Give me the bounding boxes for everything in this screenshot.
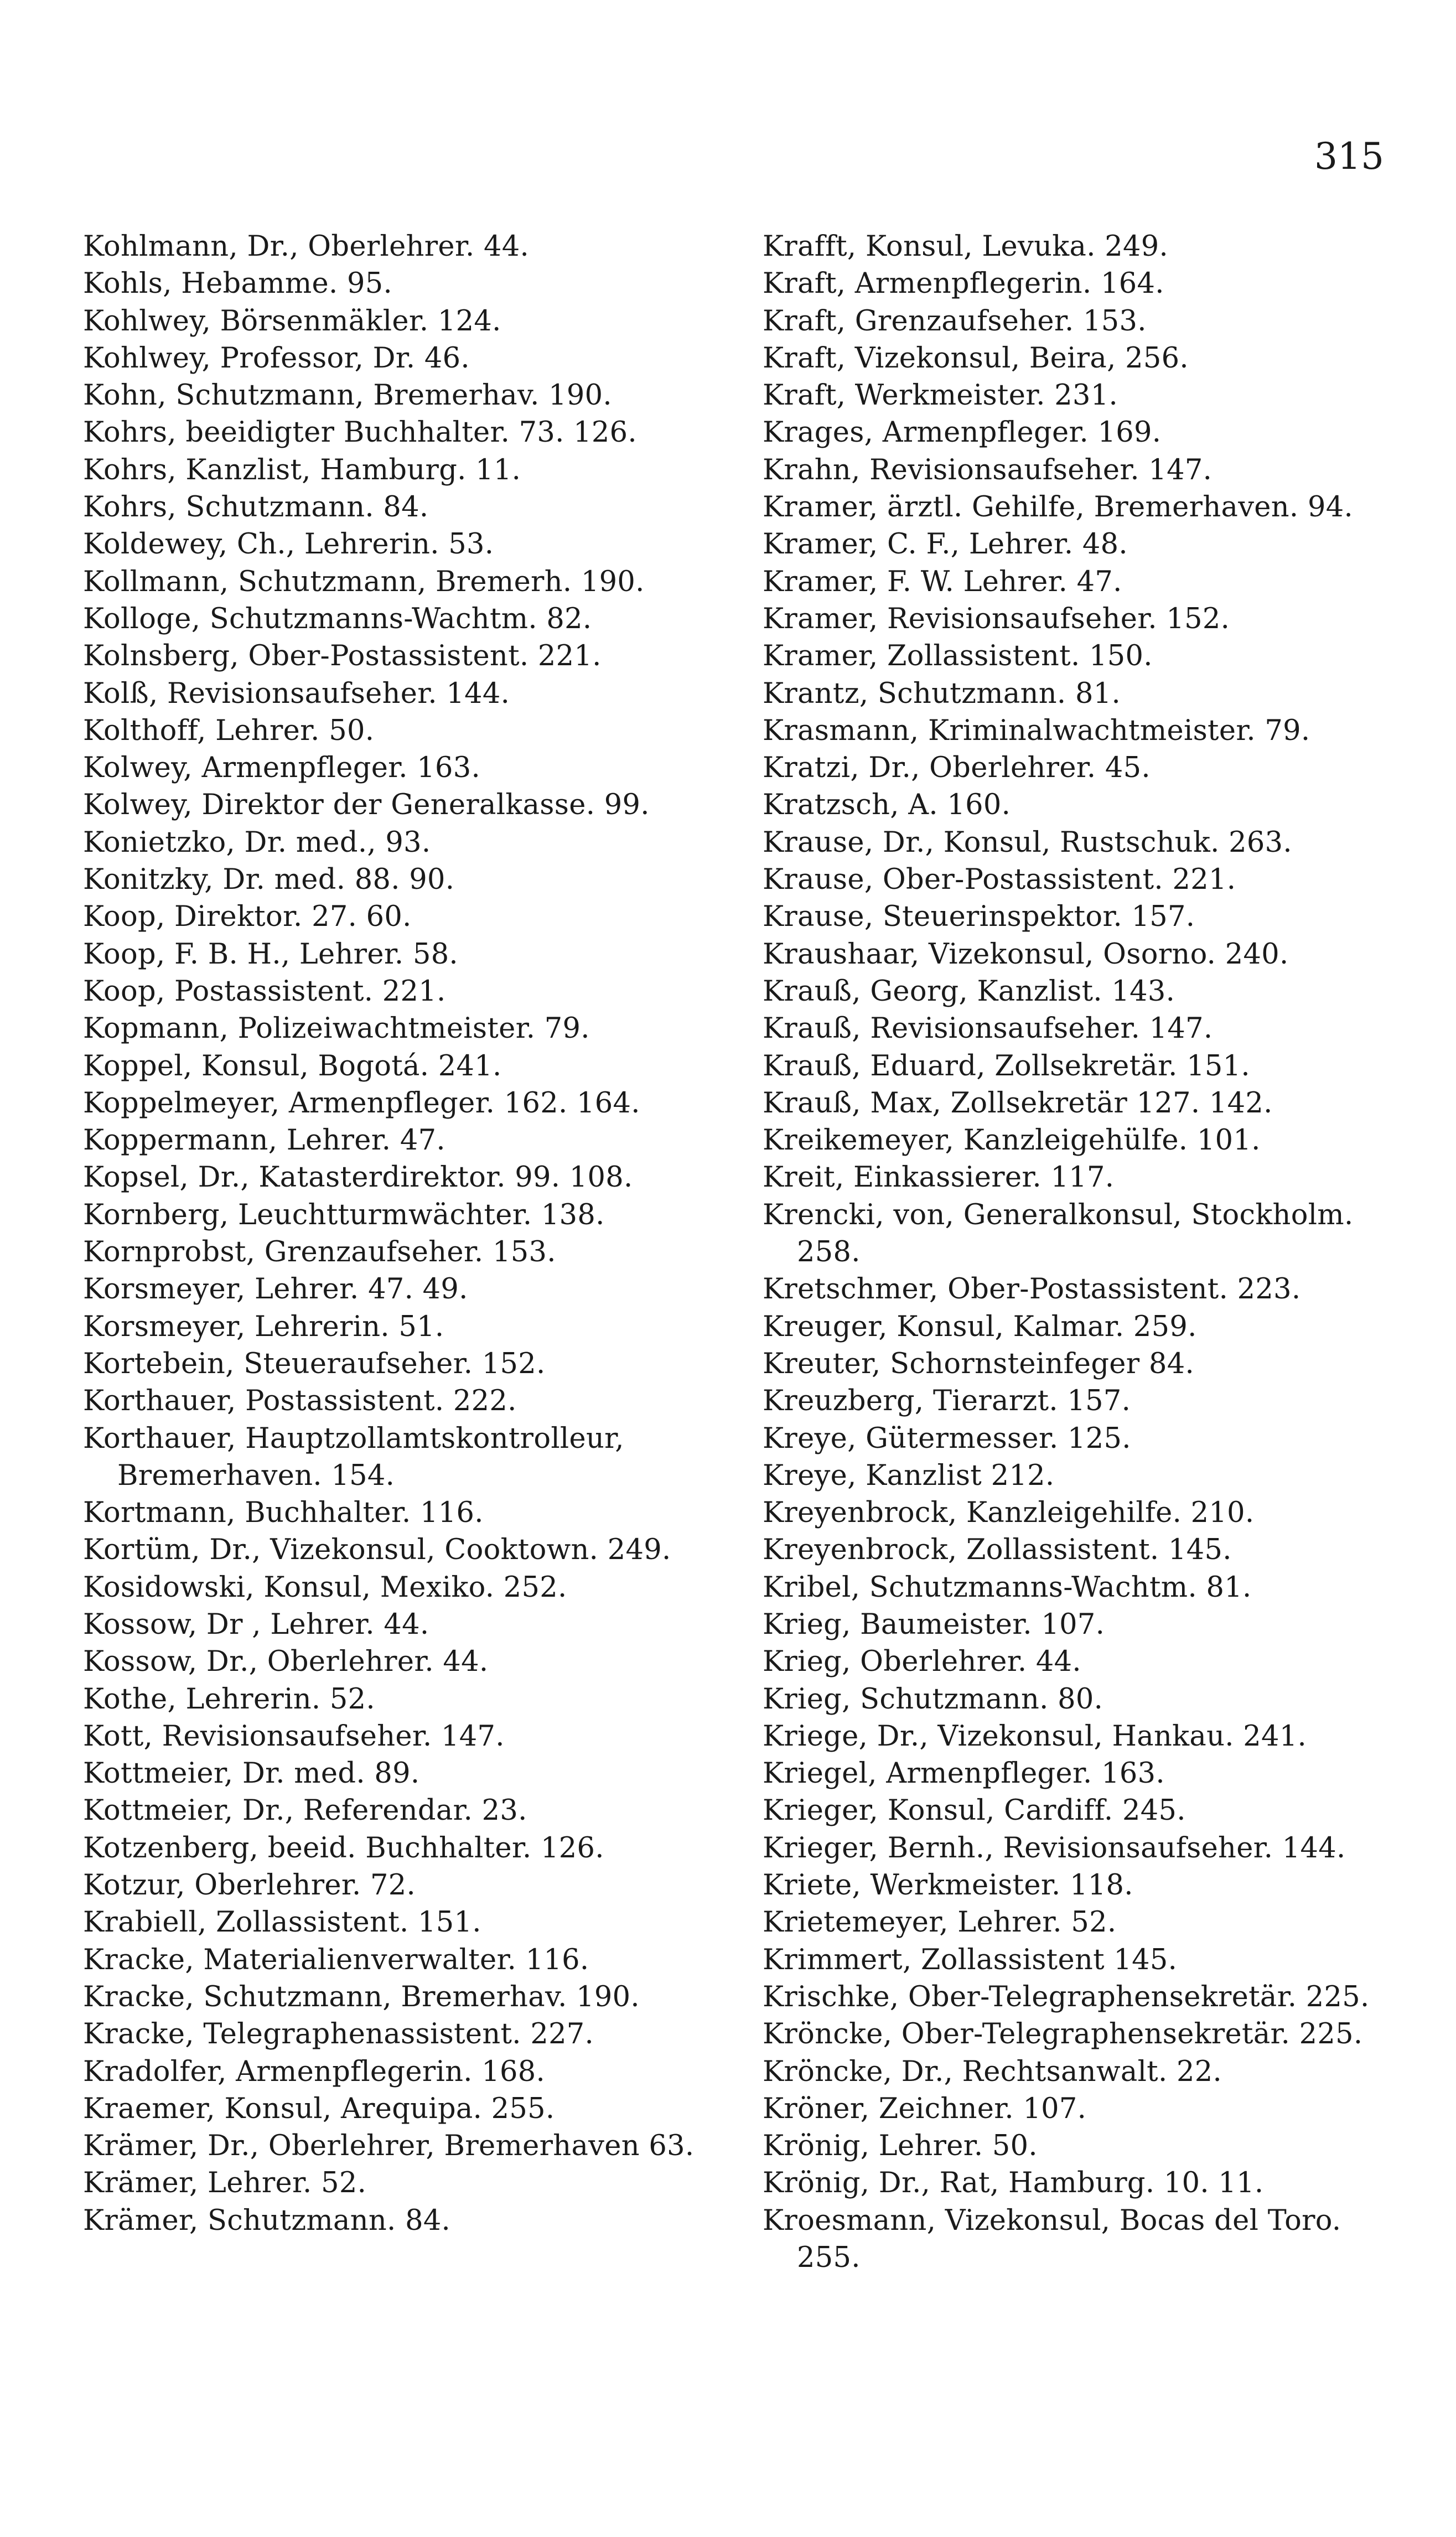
directory-entry: Kohlwey, Professor, Dr. 46. xyxy=(83,341,470,375)
directory-entry: Kornberg, Leuchtturmwächter. 138. xyxy=(83,1198,605,1231)
directory-entry: Kolnsberg, Ober-Postassistent. 221. xyxy=(83,640,602,673)
directory-entry: Krahn, Revisionsaufseher. 147. xyxy=(763,453,1213,486)
directory-entry: Kramer, C. F., Lehrer. 48. xyxy=(763,528,1128,561)
directory-entry: Krämer, Lehrer. 52. xyxy=(83,2167,367,2200)
directory-entry: Krietemeyer, Lehrer. 52. xyxy=(763,1906,1117,1939)
right-column xyxy=(763,228,1393,2276)
directory-entry: Krause, Steuerinspektor. 157. xyxy=(763,900,1195,934)
directory-entry: Kramer, F. W. Lehrer. 47. xyxy=(763,565,1122,598)
directory-entry: Krencki, von, Generalkonsul, Stockholm. 258. xyxy=(763,1198,1354,1269)
directory-entry: Koppel, Konsul, Bogotá. 241. xyxy=(83,1049,502,1083)
directory-entry: Kriegel, Armenpfleger. 163. xyxy=(763,1757,1165,1790)
directory-entry: Krauß, Revisionsaufseher. 147. xyxy=(763,1012,1213,1045)
directory-entry: Krabiell, Zollassistent. 151. xyxy=(83,1906,481,1939)
directory-entry: Krönig, Lehrer. 50. xyxy=(763,2130,1038,2163)
directory-entry: Kolwey, Direktor der Generalkasse. 99. xyxy=(83,789,650,822)
directory-entry: Krantz, Schutzmann. 81. xyxy=(763,677,1121,710)
directory-entry: Krafft, Konsul, Levuka. 249. xyxy=(763,230,1168,263)
directory-entry: Koldewey, Ch., Lehrerin. 53. xyxy=(83,528,494,561)
directory-entry: Krieg, Oberlehrer. 44. xyxy=(763,1645,1081,1679)
directory-entry: Kramer, Revisionsaufseher. 152. xyxy=(763,602,1230,635)
directory-entry: Kortmann, Buchhalter. 116. xyxy=(83,1497,484,1530)
directory-entry: Koop, F. B. H., Lehrer. 58. xyxy=(83,938,458,971)
directory-entry: Kriete, Werkmeister. 118. xyxy=(763,1869,1133,1902)
directory-entry: Kraft, Werkmeister. 231. xyxy=(763,379,1118,412)
directory-entry: Krämer, Dr., Oberlehrer, Bremerhaven 63. xyxy=(83,2130,695,2163)
directory-entry: Kröncke, Ober-Telegraphensekretär. 225. xyxy=(763,2018,1363,2051)
directory-entry: Koop, Postassistent. 221. xyxy=(83,975,446,1008)
directory-entry: Koppelmeyer, Armenpfleger. 162. 164. xyxy=(83,1086,640,1120)
directory-entry: Krimmert, Zollassistent 145. xyxy=(763,1943,1178,1976)
directory-entry: Korthauer, Hauptzollamtskontrolleur, Bremerhaven. 154. xyxy=(83,1422,624,1492)
directory-entry: Krause, Dr., Konsul, Rustschuk. 263. xyxy=(763,826,1292,859)
directory-entry: Kossow, Dr , Lehrer. 44. xyxy=(83,1608,429,1641)
directory-entry: Kracke, Schutzmann, Bremerhav. 190. xyxy=(83,1980,640,2013)
directory-entry: Korsmeyer, Lehrerin. 51. xyxy=(83,1310,444,1343)
directory-entry: Kröner, Zeichner. 107. xyxy=(763,2092,1087,2125)
directory-entry: Korthauer, Postassistent. 222. xyxy=(83,1385,517,1418)
directory-entry: Kohlwey, Börsenmäkler. 124. xyxy=(83,304,501,338)
page-number: 315 xyxy=(1314,135,1384,178)
directory-entry: Krauß, Max, Zollsekretär 127. 142. xyxy=(763,1086,1273,1120)
directory-entry: Krieg, Schutzmann. 80. xyxy=(763,1682,1103,1716)
directory-entry: Kott, Revisionsaufseher. 147. xyxy=(83,1720,505,1753)
directory-entry: Kramer, Zollassistent. 150. xyxy=(763,640,1153,673)
directory-entry: Kotzenberg, beeid. Buchhalter. 126. xyxy=(83,1831,604,1865)
directory-entry: Krages, Armenpfleger. 169. xyxy=(763,416,1162,449)
directory-entry: Krämer, Schutzmann. 84. xyxy=(83,2204,451,2237)
directory-entry: Krauß, Georg, Kanzlist. 143. xyxy=(763,975,1175,1008)
directory-entry: Konitzky, Dr. med. 88. 90. xyxy=(83,863,455,897)
directory-entry: Kopsel, Dr., Katasterdirektor. 99. 108. xyxy=(83,1161,633,1194)
directory-entry: Kosidowski, Konsul, Mexiko. 252. xyxy=(83,1571,567,1604)
directory-entry: Kreikemeyer, Kanzleigehülfe. 101. xyxy=(763,1124,1261,1157)
directory-entry: Krischke, Ober-Telegraphensekretär. 225. xyxy=(763,1980,1370,2013)
directory-entry: Kotzur, Oberlehrer. 72. xyxy=(83,1869,416,1902)
directory-entry: Kohrs, Kanzlist, Hamburg. 11. xyxy=(83,453,521,486)
directory-entry: Kreye, Kanzlist 212. xyxy=(763,1459,1055,1492)
directory-entry: Kohrs, Schutzmann. 84. xyxy=(83,491,429,524)
directory-entry: Kraft, Vizekonsul, Beira, 256. xyxy=(763,341,1189,375)
directory-entry: Kottmeier, Dr. med. 89. xyxy=(83,1757,420,1790)
directory-entry: Kreit, Einkassierer. 117. xyxy=(763,1161,1115,1194)
directory-entry: Konietzko, Dr. med., 93. xyxy=(83,826,431,859)
directory-entry: Krieger, Bernh., Revisionsaufseher. 144. xyxy=(763,1831,1346,1865)
directory-entry: Kolß, Revisionsaufseher. 144. xyxy=(83,677,510,710)
directory-entry: Krause, Ober-Postassistent. 221. xyxy=(763,863,1236,897)
directory-entry: Kornprobst, Grenzaufseher. 153. xyxy=(83,1236,556,1269)
directory-entry: Krauß, Eduard, Zollsekretär. 151. xyxy=(763,1049,1250,1083)
directory-entry: Krieger, Konsul, Cardiff. 245. xyxy=(763,1794,1186,1827)
directory-entry: Kolloge, Schutzmanns-Wachtm. 82. xyxy=(83,602,592,635)
directory-entry: Kothe, Lehrerin. 52. xyxy=(83,1682,375,1716)
directory-entry: Kreye, Gütermesser. 125. xyxy=(763,1422,1131,1455)
directory-entry: Kortüm, Dr., Vizekonsul, Cooktown. 249. xyxy=(83,1534,671,1567)
directory-entry: Kohrs, beeidigter Buchhalter. 73. 126. xyxy=(83,416,637,449)
directory-entry: Kroesmann, Vizekonsul, Bocas del Toro. 255. xyxy=(763,2204,1341,2275)
directory-entry: Kracke, Telegraphenassistent. 227. xyxy=(83,2018,594,2051)
directory-entry: Kossow, Dr., Oberlehrer. 44. xyxy=(83,1645,489,1679)
directory-entry: Kolwey, Armenpfleger. 163. xyxy=(83,752,481,785)
directory-entry: Kretschmer, Ober-Postassistent. 223. xyxy=(763,1273,1301,1306)
directory-entry: Kraemer, Konsul, Arequipa. 255. xyxy=(83,2092,555,2125)
directory-entry: Krönig, Dr., Rat, Hamburg. 10. 11. xyxy=(763,2167,1264,2200)
directory-entry: Kratzsch, A. 160. xyxy=(763,789,1011,822)
directory-entry: Kraft, Armenpflegerin. 164. xyxy=(763,267,1164,301)
directory-entry: Kradolfer, Armenpflegerin. 168. xyxy=(83,2055,546,2088)
directory-entry: Kratzi, Dr., Oberlehrer. 45. xyxy=(763,752,1151,785)
directory-entry: Krasmann, Kriminalwachtmeister. 79. xyxy=(763,714,1310,747)
directory-entry: Kreyenbrock, Zollassistent. 145. xyxy=(763,1534,1232,1567)
directory-entry: Kortebein, Steueraufseher. 152. xyxy=(83,1347,546,1380)
directory-entry: Kollmann, Schutzmann, Bremerh. 190. xyxy=(83,565,645,598)
directory-entry: Koppermann, Lehrer. 47. xyxy=(83,1124,445,1157)
directory-entry: Kriege, Dr., Vizekonsul, Hankau. 241. xyxy=(763,1720,1307,1753)
directory-entry: Kohls, Hebamme. 95. xyxy=(83,267,393,301)
directory-entry: Kreuter, Schornsteinfeger 84. xyxy=(763,1347,1194,1380)
directory-entry: Kreyenbrock, Kanzleigehilfe. 210. xyxy=(763,1497,1255,1530)
directory-entry: Kraft, Grenzaufseher. 153. xyxy=(763,304,1147,338)
directory-entry: Korsmeyer, Lehrer. 47. 49. xyxy=(83,1273,468,1306)
directory-entry: Kolthoff, Lehrer. 50. xyxy=(83,714,375,747)
directory-entry: Kramer, ärztl. Gehilfe, Bremerhaven. 94. xyxy=(763,491,1353,524)
directory-entry: Koop, Direktor. 27. 60. xyxy=(83,900,412,934)
directory-entry: Kreuger, Konsul, Kalmar. 259. xyxy=(763,1310,1197,1343)
directory-entry: Kracke, Materialienverwalter. 116. xyxy=(83,1943,589,1976)
directory-entry: Kribel, Schutzmanns-Wachtm. 81. xyxy=(763,1571,1252,1604)
directory-entry: Kottmeier, Dr., Referendar. 23. xyxy=(83,1794,527,1827)
directory-entry: Kröncke, Dr., Rechtsanwalt. 22. xyxy=(763,2055,1222,2088)
directory-entry: Krieg, Baumeister. 107. xyxy=(763,1608,1105,1641)
left-column xyxy=(83,228,714,2239)
directory-entry: Kohlmann, Dr., Oberlehrer. 44. xyxy=(83,230,529,263)
directory-entry: Kreuzberg, Tierarzt. 157. xyxy=(763,1385,1131,1418)
directory-entry: Kraushaar, Vizekonsul, Osorno. 240. xyxy=(763,938,1289,971)
directory-entry: Kohn, Schutzmann, Bremerhav. 190. xyxy=(83,379,612,412)
directory-entry: Kopmann, Polizeiwachtmeister. 79. xyxy=(83,1012,590,1045)
